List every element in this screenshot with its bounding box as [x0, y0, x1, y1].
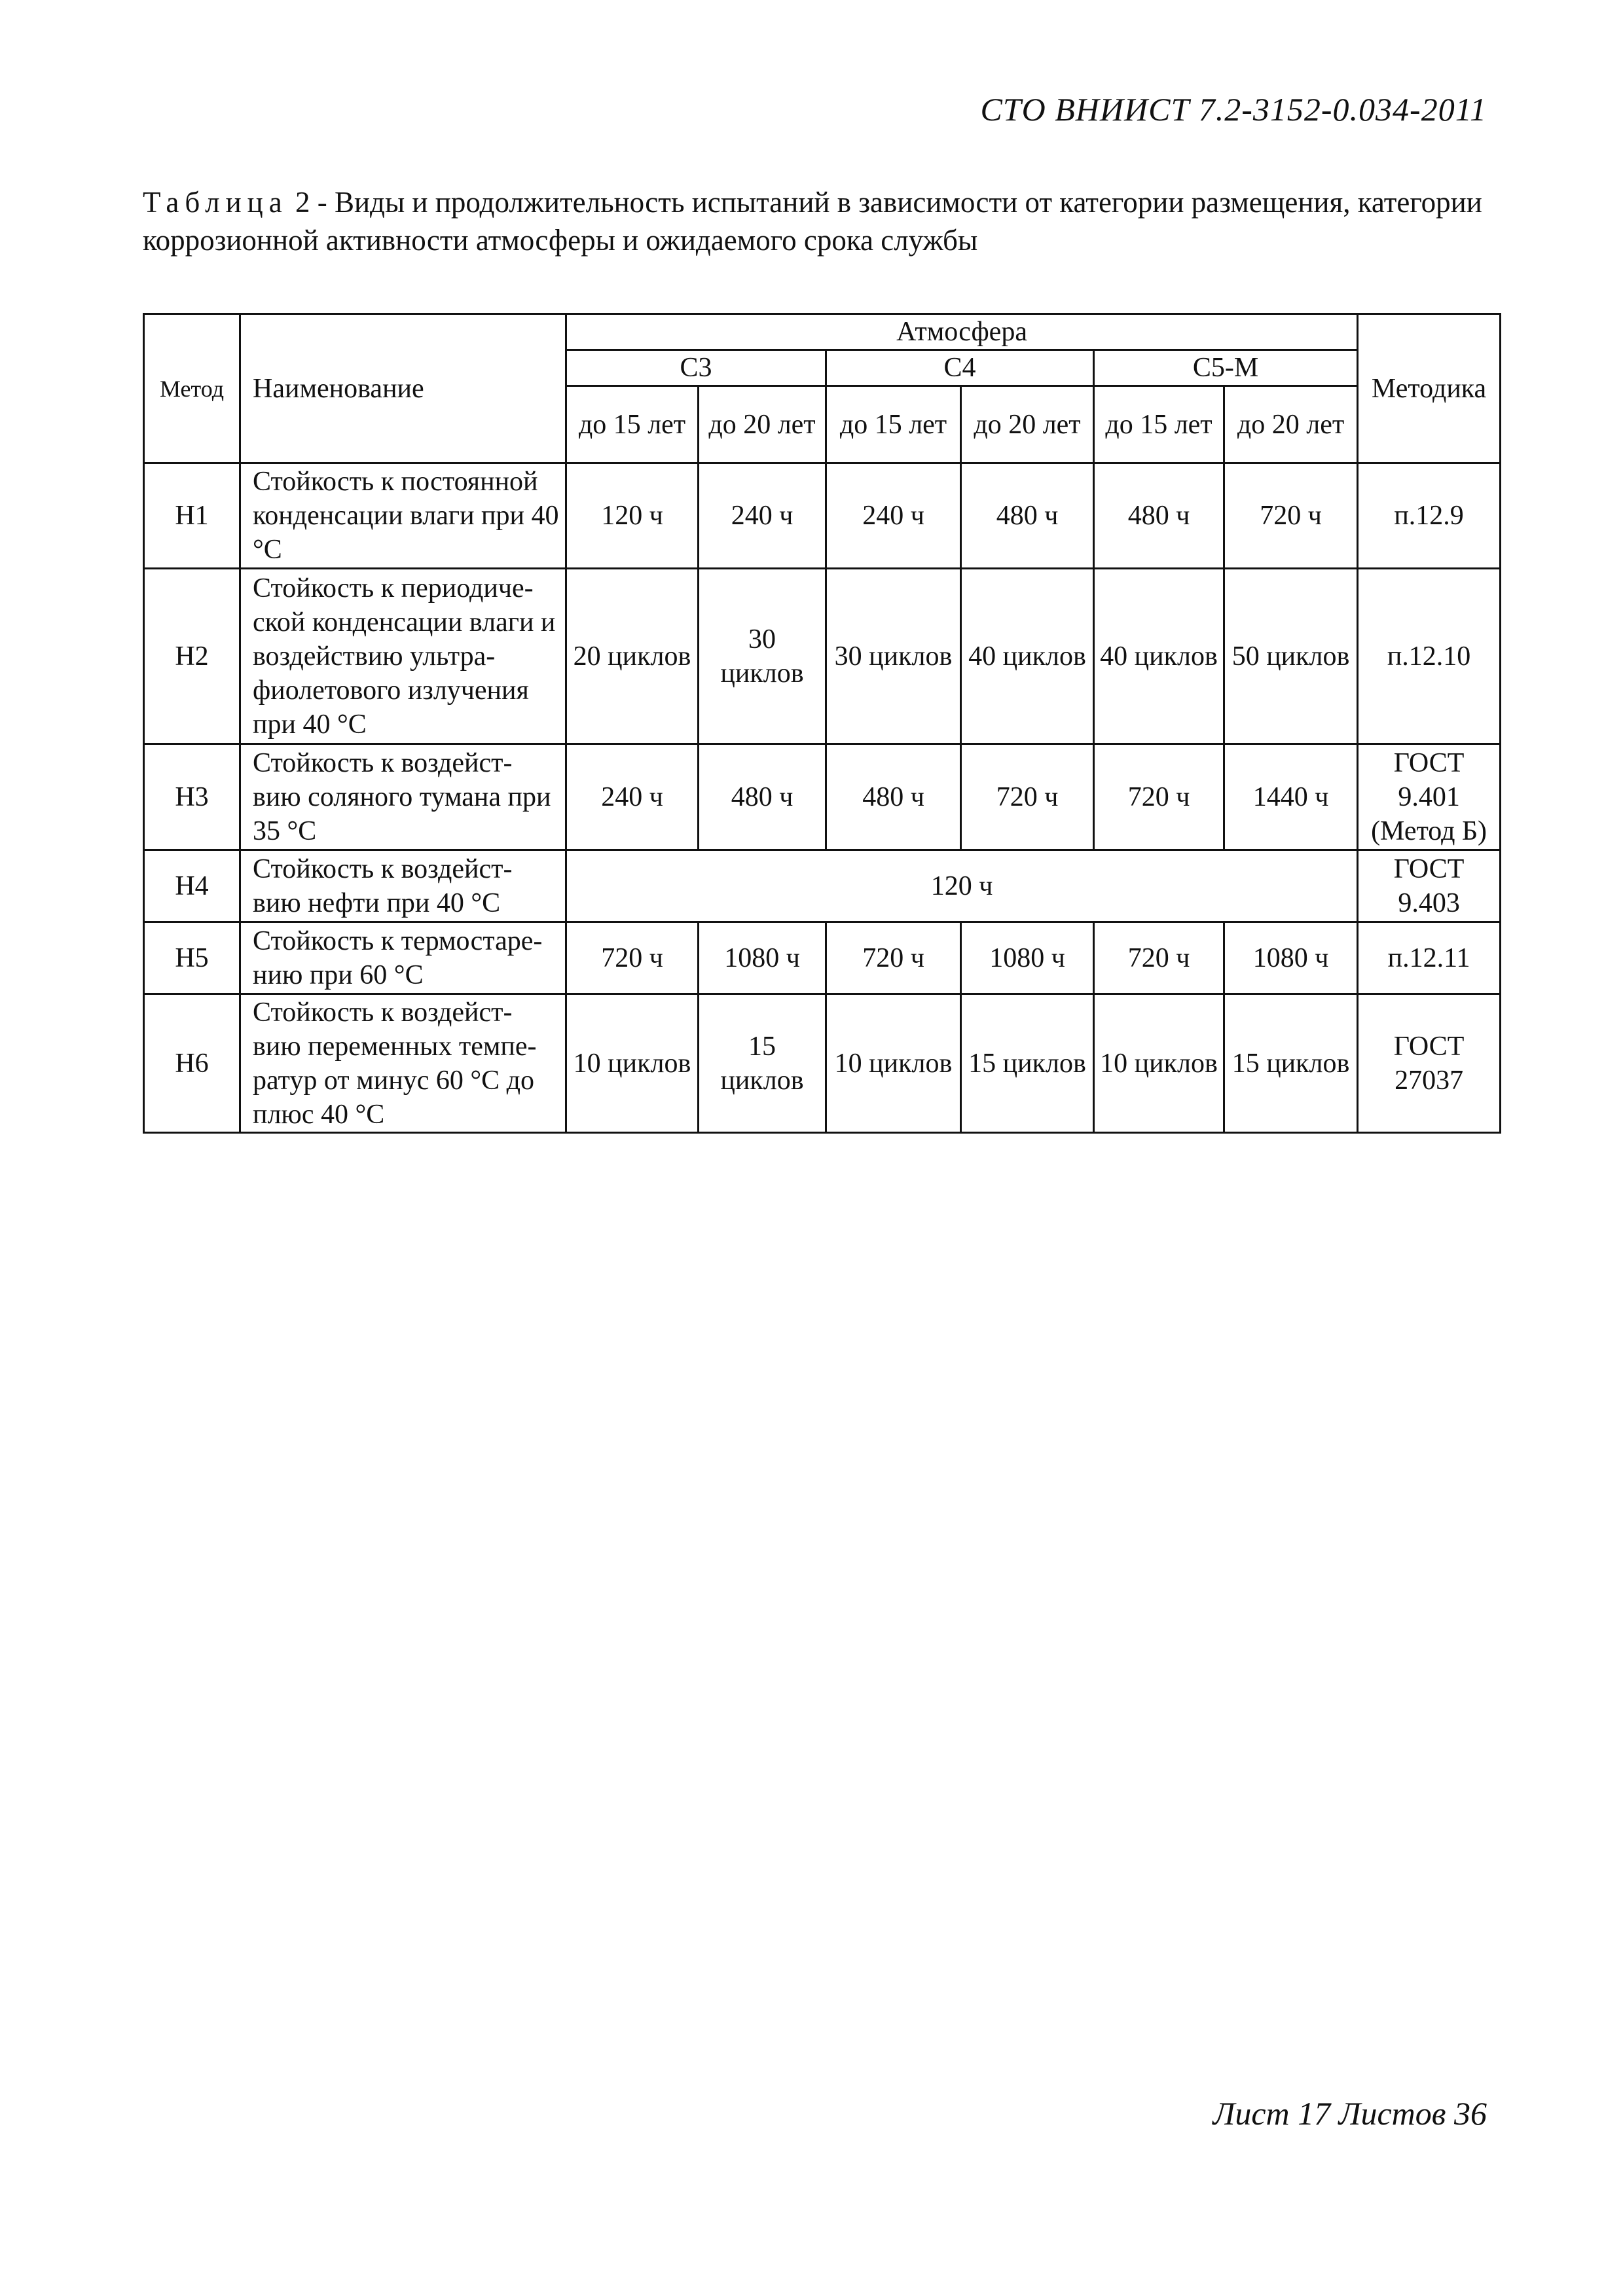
- technique-cell: ГОСТ 9.401 (Метод Б): [1358, 744, 1501, 850]
- duration-cell: 15 циклов: [699, 994, 826, 1133]
- duration-cell: 30 циклов: [826, 569, 961, 744]
- method-code: Н3: [144, 744, 240, 850]
- duration-cell: 50 циклов: [1224, 569, 1358, 744]
- table-caption: [143, 183, 1504, 259]
- duration-cell: 1440 ч: [1224, 744, 1358, 850]
- duration-cell: 15 циклов: [961, 994, 1094, 1133]
- header-group-c5m: С5-М: [1094, 350, 1358, 386]
- duration-cell: 1080 ч: [699, 922, 826, 994]
- duration-cell: 20 циклов: [566, 569, 699, 744]
- header-period: до 15 лет: [826, 386, 961, 463]
- header-period: до 20 лет: [961, 386, 1094, 463]
- test-name: Стойкость к воздейст-вию переменных темпе-ратур от минус 60 °С до плюс 40 °С: [240, 994, 566, 1133]
- table-row: [144, 569, 1501, 744]
- duration-cell: 40 циклов: [1094, 569, 1224, 744]
- table-row: [144, 922, 1501, 994]
- document-code: СТО ВНИИСТ 7.2-3152-0.034-2011: [980, 91, 1487, 128]
- technique-cell: ГОСТ 9.403: [1358, 850, 1501, 922]
- table-row: [144, 850, 1501, 922]
- duration-cell: 240 ч: [826, 463, 961, 569]
- table-row: [144, 744, 1501, 850]
- duration-cell: 1080 ч: [961, 922, 1094, 994]
- duration-cell: 480 ч: [699, 744, 826, 850]
- header-atmosphere: Атмосфера: [566, 314, 1358, 350]
- sheet-number: Лист 17 Листов 36: [1213, 2095, 1487, 2132]
- table-row: [144, 463, 1501, 569]
- header-method: Метод: [144, 314, 240, 463]
- duration-cell: 30 циклов: [699, 569, 826, 744]
- header-period: до 15 лет: [1094, 386, 1224, 463]
- duration-cell: 40 циклов: [961, 569, 1094, 744]
- technique-cell: п.12.9: [1358, 463, 1501, 569]
- method-code: Н4: [144, 850, 240, 922]
- method-code: Н5: [144, 922, 240, 994]
- header-group-c3: С3: [566, 350, 826, 386]
- header-period: до 20 лет: [1224, 386, 1358, 463]
- duration-cell: 10 циклов: [826, 994, 961, 1133]
- header-group-c4: С4: [826, 350, 1094, 386]
- method-code: Н6: [144, 994, 240, 1133]
- duration-cell: 15 циклов: [1224, 994, 1358, 1133]
- technique-cell: п.12.10: [1358, 569, 1501, 744]
- test-types-table: [143, 313, 1501, 1134]
- duration-cell: 120 ч: [566, 463, 699, 569]
- duration-cell: 720 ч: [1224, 463, 1358, 569]
- duration-cell: 10 циклов: [1094, 994, 1224, 1133]
- duration-cell: 480 ч: [1094, 463, 1224, 569]
- test-name: Стойкость к воздейст-вию соляного тумана при 35 °С: [240, 744, 566, 850]
- test-name: Стойкость к постоянной конденсации влаги при 40 °С: [240, 463, 566, 569]
- method-code: Н2: [144, 569, 240, 744]
- duration-cell: 240 ч: [566, 744, 699, 850]
- technique-cell: п.12.11: [1358, 922, 1501, 994]
- duration-cell: 720 ч: [1094, 922, 1224, 994]
- method-code: Н1: [144, 463, 240, 569]
- duration-cell: 720 ч: [961, 744, 1094, 850]
- header-name: Наименование: [240, 314, 566, 463]
- header-period: до 15 лет: [566, 386, 699, 463]
- caption-label: Таблица: [143, 186, 288, 219]
- test-name: Стойкость к термостаре-нию при 60 °С: [240, 922, 566, 994]
- duration-cell: 240 ч: [699, 463, 826, 569]
- test-name: Стойкость к периодиче-ской конденсации влаги и воздействию ультра-фиолетового излучения при 40 °С: [240, 569, 566, 744]
- duration-cell: 480 ч: [961, 463, 1094, 569]
- duration-cell: 720 ч: [1094, 744, 1224, 850]
- technique-cell: ГОСТ 27037: [1358, 994, 1501, 1133]
- test-name: Стойкость к воздейст-вию нефти при 40 °С: [240, 850, 566, 922]
- duration-cell: 10 циклов: [566, 994, 699, 1133]
- duration-cell: 1080 ч: [1224, 922, 1358, 994]
- merged-duration-cell: 120 ч: [566, 850, 1358, 922]
- header-period: до 20 лет: [699, 386, 826, 463]
- header-technique: Методика: [1358, 314, 1501, 463]
- table-row: [144, 994, 1501, 1133]
- duration-cell: 480 ч: [826, 744, 961, 850]
- duration-cell: 720 ч: [566, 922, 699, 994]
- duration-cell: 720 ч: [826, 922, 961, 994]
- caption-text: 2 - Виды и продолжительность испытаний в зависимости от категории размещения, категории коррозионной активности атмосферы и ожидаемого срока службы: [143, 186, 1482, 257]
